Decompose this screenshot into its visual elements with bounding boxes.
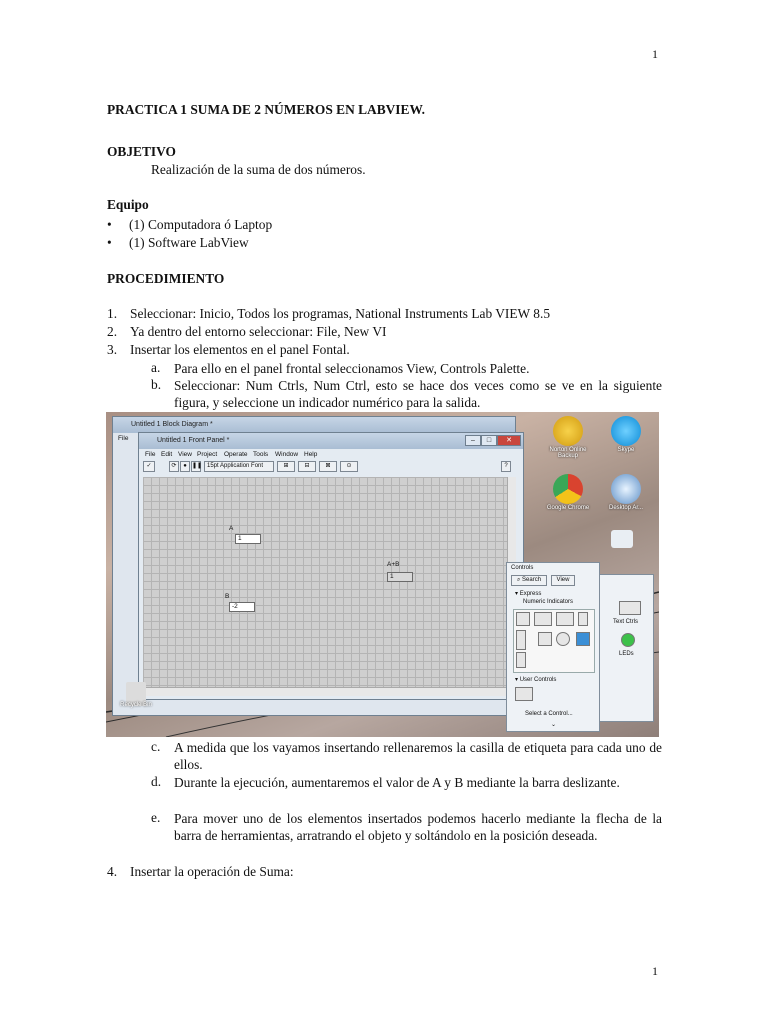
substep-text: Durante la ejecución, aumentaremos el valor de A y B mediante la barra deslizante.	[174, 775, 620, 790]
run-continuous-icon[interactable]: ⟳	[169, 461, 179, 472]
block-diagram-title: Untitled 1 Block Diagram *	[131, 421, 213, 428]
step-number: 2.	[107, 324, 118, 339]
step-text: Seleccionar: Inicio, Todos los programas, National Instruments Lab VIEW 8.5	[130, 306, 551, 321]
front-panel-titlebar[interactable]	[139, 433, 523, 449]
run-arrow-icon[interactable]: ✓	[143, 461, 155, 472]
chevron-down-icon[interactable]: ⌄	[551, 722, 557, 728]
objetivo-text: Realización de la suma de dos números.	[151, 162, 366, 177]
horizontal-scrollbar[interactable]	[143, 687, 507, 696]
skype-icon[interactable]	[611, 416, 641, 446]
font-selector[interactable]: 15pt Application Font	[204, 461, 274, 472]
search-label: Search	[522, 577, 542, 583]
block-menu-file[interactable]: File	[118, 435, 129, 442]
control-a-label: A	[229, 525, 234, 532]
leds-label: LEDs	[619, 651, 634, 657]
equipo-heading: Equipo	[107, 197, 149, 212]
desktop-icon-label: Desktop Ar...	[608, 505, 644, 511]
equipo-item: • (1) Computadora ó Laptop	[129, 217, 272, 233]
step-text: Insertar la operación de Suma:	[130, 864, 294, 879]
page-number-bottom: 1	[652, 964, 658, 978]
slide-indicator-icon[interactable]	[516, 652, 526, 668]
menu-tools[interactable]: Tools	[253, 451, 269, 458]
controls-palette[interactable]	[506, 562, 600, 732]
abort-icon[interactable]: ●	[180, 461, 190, 472]
distribute-icon[interactable]: ⊟	[298, 461, 316, 472]
pause-icon[interactable]: ❚❚	[191, 461, 201, 472]
user-control-icon[interactable]	[515, 687, 533, 701]
text-ctrls-icon[interactable]	[619, 601, 641, 615]
front-panel-canvas[interactable]	[143, 477, 507, 687]
control-a-input[interactable]: 1	[235, 534, 261, 544]
objetivo-heading: OBJETIVO	[107, 144, 176, 159]
menu-window[interactable]: Window	[275, 451, 299, 458]
desktop-icon-label: Skype	[617, 447, 635, 453]
maximize-button[interactable]: □	[481, 435, 497, 446]
align-icon[interactable]: ⊞	[277, 461, 295, 472]
recycle-bin-label: Recycle Bin	[120, 702, 152, 708]
close-button[interactable]: ✕	[497, 435, 521, 446]
menu-edit[interactable]: Edit	[161, 451, 173, 458]
meter-icon[interactable]	[538, 632, 552, 646]
page-number-top: 1	[652, 47, 658, 61]
palette-item-grid	[513, 609, 595, 673]
tank-icon[interactable]	[576, 632, 590, 646]
substep-letter: c.	[151, 739, 161, 754]
vertical-slide-icon[interactable]	[578, 612, 588, 626]
norton-icon[interactable]	[553, 416, 583, 446]
step-text: Ya dentro del entorno seleccionar: File, New VI	[130, 324, 387, 339]
minimize-button[interactable]: –	[465, 435, 481, 446]
search-icon: ⌕	[516, 577, 521, 583]
thermometer-icon[interactable]	[516, 630, 526, 650]
horizontal-slide-icon[interactable]	[534, 612, 552, 626]
desktop-icon-label: Google Chrome	[546, 505, 590, 511]
document-title: PRACTICA 1 SUMA DE 2 NÚMEROS EN LABVIEW.	[107, 102, 425, 117]
step-number: 3.	[107, 342, 118, 357]
menu-file[interactable]: File	[145, 451, 156, 458]
substep-letter: e.	[151, 810, 161, 825]
step-number: 4.	[107, 864, 118, 879]
front-panel-window[interactable]	[138, 432, 524, 700]
procedimiento-heading: PROCEDIMIENTO	[107, 271, 225, 286]
substep-text: Para ello en el panel frontal seleccionamos View, Controls Palette.	[174, 361, 530, 376]
user-controls-category[interactable]: ▾ User Controls	[515, 677, 557, 683]
substep-letter: a.	[151, 360, 161, 375]
front-panel-title: Untitled 1 Front Panel *	[157, 437, 230, 444]
control-b-label: B	[225, 593, 230, 600]
text-ctrls-label: Text Ctrls	[613, 619, 639, 625]
substep-text: Seleccionar: Num Ctrls, Num Ctrl, esto se hace dos veces como se ve en la siguiente figura, y seleccione un indicador numérico para la salida.	[174, 378, 662, 410]
progress-bar-icon[interactable]	[556, 612, 574, 626]
search-button[interactable]	[511, 575, 547, 586]
indicator-output: 1	[387, 572, 413, 582]
chrome-icon[interactable]	[553, 474, 583, 504]
controls-palette-title: Controls	[511, 565, 534, 571]
menu-view[interactable]: View	[178, 451, 192, 458]
desktop-ar-icon[interactable]	[611, 474, 641, 504]
control-b-input[interactable]: -2	[229, 602, 255, 612]
help-icon[interactable]: ?	[501, 461, 511, 472]
indicator-label: A+B	[387, 561, 400, 568]
numeric-control-icon[interactable]	[516, 612, 530, 626]
labview-screenshot	[106, 412, 659, 737]
substep-text: Para mover uno de los elementos insertados podemos hacerlo mediante la flecha de la barra de herramientas, arratrando el objeto y soltándolo en la posición deseada.	[174, 811, 662, 843]
led-icon[interactable]	[621, 633, 635, 647]
resize-icon[interactable]: ⊠	[319, 461, 337, 472]
gauge-icon[interactable]	[556, 632, 570, 646]
select-control-link[interactable]: Select a Control...	[525, 711, 573, 717]
numeric-indicators-label: Numeric Indicators	[523, 599, 574, 605]
menu-help[interactable]: Help	[304, 451, 318, 458]
step-text: Insertar los elementos en el panel Fontal.	[130, 342, 350, 357]
user-controls-label: User Controls	[519, 677, 557, 683]
step-number: 1.	[107, 306, 118, 321]
menu-project[interactable]: Project	[197, 451, 218, 458]
substep-letter: b.	[151, 377, 162, 392]
substep-letter: d.	[151, 774, 162, 789]
desktop-icon-label: Norton Online Backup	[549, 447, 587, 459]
menu-operate[interactable]: Operate	[224, 451, 248, 458]
express-category[interactable]: ▾ Express	[515, 591, 542, 597]
block-diagram-titlebar[interactable]	[113, 417, 515, 433]
toolbar	[143, 461, 513, 473]
equipo-item: • (1) Software LabView	[129, 235, 249, 251]
substep-text: A medida que los vayamos insertando rellenaremos la casilla de etiqueta para cada uno de ellos.	[174, 740, 662, 772]
express-label: Express	[519, 591, 542, 597]
reorder-icon[interactable]: ⊙	[340, 461, 358, 472]
palette-secondary	[592, 574, 654, 722]
view-button[interactable]: View	[551, 575, 575, 586]
drive-icon[interactable]	[611, 530, 633, 548]
